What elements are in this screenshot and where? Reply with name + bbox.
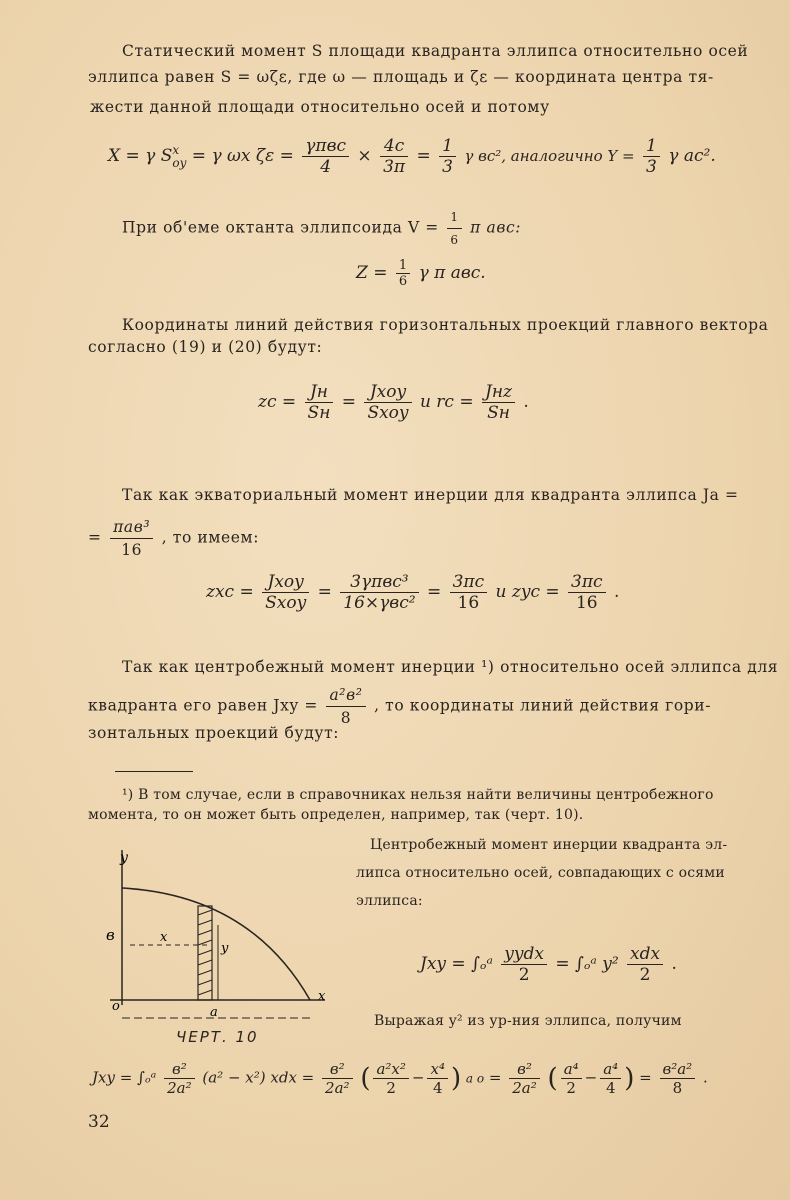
label-b: в	[106, 926, 115, 944]
eq1-times: ×	[357, 146, 372, 166]
eq6-eq: =	[488, 1068, 502, 1087]
paragraph1-line3: жести данной площади относительно осей и потому	[90, 98, 550, 116]
eq2-lhs: Z =	[356, 263, 388, 283]
paragraph1-line2: эллипса равен S = ωζε, где ω — площадь и ζε — координата центра тя-	[88, 68, 714, 86]
eq5-lhs: Jxy =	[420, 954, 466, 974]
eq3-end: .	[523, 392, 529, 412]
label-y: y	[120, 850, 128, 866]
footnote-line4: липса относительно осей, совпадающих с осями	[356, 865, 725, 881]
eq1-eq: =	[416, 146, 431, 166]
eq6-paren1: $\frac{\text{a²x²}}{2}$	[373, 1060, 408, 1097]
equation-4	[206, 572, 619, 613]
paragraph3-line2: согласно (19) и (20) будут:	[88, 338, 323, 356]
label-x-left: x	[160, 930, 168, 945]
footnote-line2: момента, то он может быть определен, например, так (черт. 10).	[88, 807, 584, 823]
eq6-paren2: $\frac{\text{x⁴}}{4}$	[427, 1060, 447, 1097]
eq3-frac2: $\frac{\text{Jxoy}}{\text{Sxoy}}$	[364, 382, 411, 423]
eq6-integral: ∫ₒᵃ	[137, 1068, 157, 1087]
equation-5	[420, 944, 677, 985]
eq1-tail: γ вс², аналогично Y =	[464, 147, 635, 165]
equation-2	[356, 258, 486, 289]
paragraph1-line1: Статический момент S площади квадранта эллипса относительно осей	[122, 42, 749, 60]
eq6-eq2: =	[639, 1068, 652, 1087]
eq4-frac4: $\frac{3\pi с}{16}$	[568, 572, 606, 613]
eq1-sup: x	[172, 142, 180, 157]
paragraph5-frac: $\frac{\text{a²в²}}{8}$	[326, 684, 365, 729]
label-o: o	[112, 999, 120, 1014]
eq1-tail2: γ ас².	[668, 146, 716, 166]
eq4-eq2: =	[426, 582, 442, 602]
eq4-frac2: $\frac{\text{3γπвс³}}{\text{16×γвс²}}$	[340, 572, 418, 613]
strip-hatching	[198, 910, 212, 995]
paragraph5-pre: квадранта его равен Jxy =	[88, 696, 318, 715]
eq3-and: и rc =	[419, 392, 474, 412]
eq4-and: и zyc =	[495, 582, 560, 602]
eq2-frac: $\frac{1}{6}$	[396, 258, 410, 289]
eq5-integral1: ∫ₒᵃ	[471, 954, 493, 974]
paragraph4-pre: =	[88, 528, 102, 547]
eq1-mid: = γ ωx ζε =	[191, 146, 294, 166]
eq1-frac1: $\frac{\text{γπвс}}{4}$	[302, 136, 349, 177]
page-number: 32	[88, 1112, 110, 1132]
eq5-frac1: $\frac{\text{yydx}}{2}$	[501, 944, 547, 985]
eq1-frac3: $\frac{1}{3}$	[439, 136, 456, 177]
eq4-frac1: $\frac{\text{Jxoy}}{\text{Sxoy}}$	[262, 572, 309, 613]
eq3-frac3: $\frac{\text{Jнz}}{Sн}$	[482, 382, 515, 423]
eq5-eq: =	[555, 954, 570, 974]
eq6-end: .	[702, 1068, 708, 1087]
eq6-limits: a o	[465, 1071, 485, 1086]
eq5-frac2: $\frac{\text{xdx}}{2}$	[627, 944, 663, 985]
footnote-line3: Центробежный момент инерции квадранта эл-	[370, 837, 728, 853]
eq6-frac2: $\frac{\text{в²}}{\text{2a²}}$	[322, 1060, 353, 1097]
footnote-continuation: Выражая y² из ур-ния эллипса, получим	[374, 1013, 682, 1029]
paragraph4-line2	[88, 516, 259, 561]
paragraph3-line1: Координаты линий действия горизонтальных проекций главного вектора	[122, 316, 769, 334]
paragraph4-frac: $\frac{\text{πaв³}}{16}$	[110, 516, 153, 561]
eq6-paren4: $\frac{\text{a⁴}}{4}$	[600, 1060, 621, 1097]
paragraph2	[122, 206, 521, 251]
eq1-frac2: $\frac{4с}{3\pi}$	[380, 136, 408, 177]
footnote-line5: эллипса:	[356, 893, 423, 909]
eq6-lhs: Jxy =	[92, 1068, 133, 1087]
paragraph4-line1: Так как экваториальный момент инерции для квадранта эллипса Ja =	[122, 486, 739, 504]
eq3-lhs: zc =	[258, 392, 297, 412]
ellipse-arc	[122, 888, 310, 1000]
eq6-frac1: $\frac{\text{в²}}{\text{2a²}}$	[164, 1060, 195, 1097]
eq6-paren3: $\frac{\text{a⁴}}{2}$	[561, 1060, 582, 1097]
equation-3	[258, 382, 529, 423]
eq4-lhs: zxc =	[206, 582, 254, 602]
footnote-line1: ¹) В том случае, если в справочниках нельзя найти величины центробежного	[122, 787, 714, 803]
figure-caption: ЧЕРТ. 10	[176, 1028, 259, 1046]
eq2-tail: γ π авс.	[418, 263, 486, 283]
equation-1	[108, 136, 716, 177]
footnote-rule	[115, 771, 193, 772]
label-x-axis: x	[318, 989, 326, 1004]
eq6-mid: (a² − x²) xdx =	[202, 1068, 315, 1087]
eq6-minus: −	[411, 1068, 425, 1087]
eq1-sub: oy	[172, 155, 187, 170]
paragraph5-line1: Так как центробежный момент инерции ¹) относительно осей эллипса для	[122, 658, 779, 676]
eq1-lhs: X = γ S	[108, 146, 173, 166]
paragraph4-post: , то имеем:	[161, 528, 260, 547]
eq3-frac1: $\frac{Jн}{Sн}$	[305, 382, 334, 423]
eq4-frac3: $\frac{3\pi с}{16}$	[450, 572, 488, 613]
label-a: a	[210, 1005, 218, 1020]
eq5-y2: y²	[602, 954, 619, 974]
eq4-eq1: =	[317, 582, 332, 602]
eq5-end: .	[671, 954, 677, 974]
eq3-eq: =	[341, 392, 357, 412]
paragraph5-post: , то координаты линий действия гори-	[374, 696, 712, 715]
label-y-mid: y	[221, 941, 229, 956]
eq4-end: .	[613, 582, 620, 602]
paragraph2-tail: π авс:	[470, 218, 522, 237]
ellipse-quadrant-figure	[100, 840, 340, 1030]
paragraph5-line3: зонтальных проекций будут:	[88, 724, 340, 742]
equation-6: Jxy = ∫ₒᵃ $\frac{\text{в²}}{\text{2a²}}$ (a² − x²) xdx = $\frac{\text{в²}}{\text{2a²}}$ ( $\frac{\text{a²x²}}{2}$ − $\frac{\text{x⁴}}{4}$ ) a o = $\frac{\text{в²}}{\text{2a²}}$ ( $\frac{\text{a⁴}}{2}$ − $\frac{\text{a⁴}}{4}$ ) = $\frac{\text{в²a²}}{8}$ .	[92, 1060, 708, 1097]
eq5-integral2: ∫ₒᵃ	[575, 954, 597, 974]
eq6-frac4: $\frac{\text{в²a²}}{8}$	[660, 1060, 696, 1097]
paragraph2-text: При об'еме октанта эллипсоида V =	[122, 218, 439, 237]
eq1-frac4: $\frac{1}{3}$	[643, 136, 660, 177]
eq6-frac3: $\frac{\text{в²}}{\text{2a²}}$	[509, 1060, 540, 1097]
paragraph2-frac: $\frac{1}{6}$	[447, 206, 461, 251]
